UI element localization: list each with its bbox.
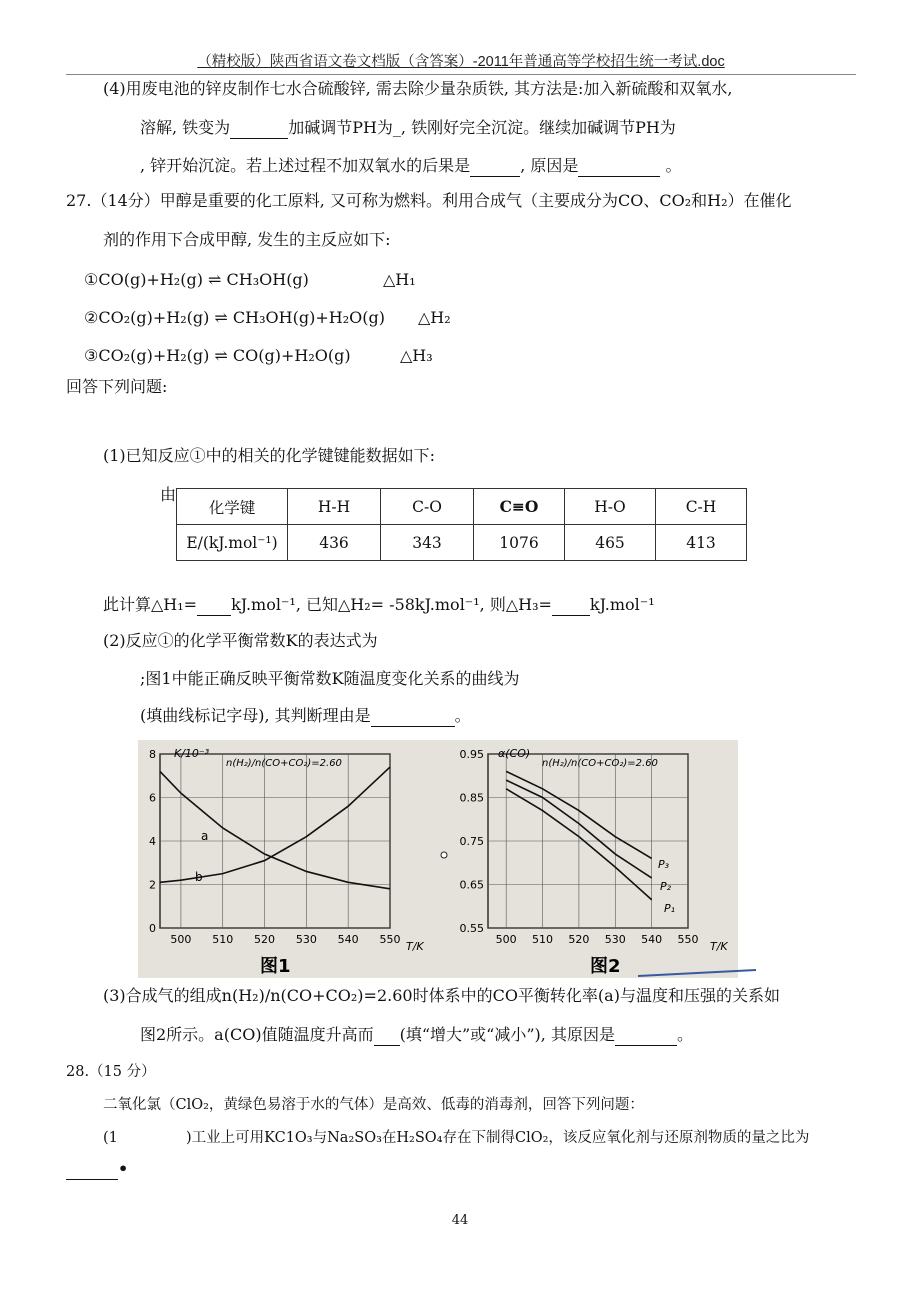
y-tick-label: 0.55 [459, 922, 484, 935]
q28-intro: 二氧化氯（ClO₂，黄绿色易溶于水的气体）是高效、低毒的消毒剂，回答下列问题： [103, 1097, 644, 1113]
q26-4-line2a: 溶解, 铁变为 [140, 118, 231, 137]
q27-1-you: 由 [160, 485, 177, 504]
table-header-cell: C-H [656, 489, 747, 525]
table-cell: 343 [381, 525, 474, 561]
q27-3-line2c: 。 [676, 1025, 693, 1044]
page-number: 44 [451, 1213, 469, 1228]
q27-3-line1: (3)合成气的组成n(H₂)/n(CO+CO₂)=2.60时体系中的CO平衡转化率(a)与温度和压强的关系如 [103, 986, 780, 1005]
table-header-cell: H-H [288, 489, 381, 525]
series-label-p3: P₃ [658, 858, 670, 871]
series-label-b: b [195, 870, 203, 884]
q26-4-line3 [140, 155, 681, 177]
table-cell: 465 [565, 525, 656, 561]
y-tick-label: 0.65 [459, 878, 484, 892]
reaction-2-dh: △H₂ [418, 308, 451, 327]
table-cell: 436 [288, 525, 381, 561]
answer-blank [371, 708, 455, 727]
x-tick-label: 540 [641, 933, 663, 946]
y-tick-label: 4 [149, 835, 156, 848]
answer-blank [66, 1161, 118, 1180]
figure-2-chart [438, 740, 738, 978]
answer-blank [552, 597, 590, 616]
table-header-cell: H-O [565, 489, 656, 525]
q27-2-line3 [140, 705, 471, 727]
reaction-1-dh: △H₁ [383, 270, 416, 289]
q27-3-line2b: (填“增大”或“减小”), 其原因是 [399, 1025, 615, 1044]
y-tick-label: 0 [149, 922, 156, 935]
x-tick-label: 530 [604, 933, 626, 946]
q27-1-calc-b: kJ.mol⁻¹, 已知△H₂= -58kJ.mol⁻¹, 则△H₃= [231, 595, 552, 614]
x-tick-label: 520 [568, 933, 590, 946]
table-header-cell: C-O [381, 489, 474, 525]
table-header-cell: C≡O [474, 489, 565, 525]
x-tick-label: 550 [379, 933, 401, 946]
q27-2-line2: ;图1中能正确反映平衡常数K随温度变化关系的曲线为 [140, 669, 520, 688]
answer-blank [615, 1027, 677, 1046]
bottom-right-stroke [638, 968, 758, 978]
x-tick-label: 550 [677, 933, 699, 946]
series-label-p1: P₁ [664, 902, 676, 915]
y-tick-label: 8 [149, 748, 156, 761]
x-tick-label: 510 [532, 933, 554, 946]
y-tick-label: 0.95 [459, 748, 484, 761]
reaction-3-dh: △H₃ [400, 346, 433, 365]
q28-1-end: • [118, 1159, 129, 1178]
answer-blank [470, 158, 520, 177]
q28-1-blank-line [66, 1158, 128, 1180]
table-header-cell: 化学键 [177, 489, 288, 525]
header-divider [66, 74, 856, 75]
y-tick-label: 0.85 [459, 791, 484, 805]
figure-1-annotation: n(H₂)/n(CO+CO₂)=2.60 [226, 758, 342, 769]
figure-2-annotation: n(H₂)/n(CO+CO₂)=2.60 [542, 758, 658, 769]
table-row-label: E/(kJ.mol⁻¹) [177, 525, 288, 561]
q26-4-line3c: 。 [665, 156, 682, 175]
figure-panel [138, 740, 738, 978]
y-tick-label: 6 [149, 791, 156, 805]
answer-blank [578, 158, 660, 177]
q28-1-prefix: (1 [103, 1130, 118, 1146]
q27-2-line3a: (填曲线标记字母), 其判断理由是 [140, 706, 371, 725]
q27-intro-line1: 27.（14分）甲醇是重要的化工原料, 又可称为燃料。利用合成气（主要成分为CO、CO₂和H₂）在催化 [66, 191, 792, 210]
q27-1-intro: (1)已知反应①中的相关的化学键键能数据如下: [103, 446, 436, 465]
figure-2-title: 图2 [590, 956, 621, 977]
reaction-3 [84, 346, 351, 365]
figure-1-chart [138, 740, 438, 978]
bond-energy-table [176, 488, 747, 561]
series-line-b [160, 767, 390, 882]
figure-1-xlabel: T/K [406, 940, 424, 953]
q27-3-line2a: 图2所示。a(CO)值随温度升高而 [140, 1025, 374, 1044]
stray-circle-mark [441, 852, 447, 858]
answer-blank [374, 1027, 400, 1046]
q26-4-line1: (4)用废电池的锌皮制作七水合硫酸锌, 需去除少量杂质铁, 其方法是:加入新硫酸和双氧水, [103, 79, 733, 98]
q27-2-line1: (2)反应①的化学平衡常数K的表达式为 [103, 631, 378, 650]
q26-4-line3b: , 原因是 [520, 156, 579, 175]
answer-prompt: 回答下列问题: [66, 377, 168, 396]
x-tick-label: 520 [254, 933, 276, 946]
q28-title: 28.（15 分） [66, 1064, 156, 1080]
table-row [177, 489, 747, 525]
q27-3-line2 [140, 1024, 693, 1046]
x-tick-label: 530 [295, 933, 317, 946]
x-tick-label: 540 [337, 933, 359, 946]
x-tick-label: 500 [495, 933, 517, 946]
series-label-a: a [201, 829, 209, 843]
reaction-3-eq: ③CO₂(g)+H₂(g) ⇌ CO(g)+H₂O(g) [84, 346, 351, 365]
answer-blank [230, 120, 288, 139]
q27-1-calc [103, 594, 655, 616]
reaction-1 [84, 270, 309, 289]
q28-1-text: )工业上可用KC1O₃与Na₂SO₃在H₂SO₄存在下制得ClO₂，该反应氧化剂与还原剂物质的量之比为 [186, 1130, 810, 1146]
figure-1-title: 图1 [260, 956, 291, 977]
table-cell: 413 [656, 525, 747, 561]
header-title[interactable]: （精校版）陕西省语文卷文档版（含答案）-2011年普通高等学校招生统一考试.doc [197, 54, 725, 70]
answer-blank [197, 597, 231, 616]
q27-2-line3b: 。 [454, 706, 471, 725]
q26-4-line2 [140, 117, 676, 139]
reaction-2-eq: ②CO₂(g)+H₂(g) ⇌ CH₃OH(g)+H₂O(g) [84, 308, 385, 327]
table-cell: 1076 [474, 525, 565, 561]
reaction-2 [84, 308, 385, 327]
table-row [177, 525, 747, 561]
x-tick-label: 500 [170, 933, 192, 946]
q26-4-line2b: 加碱调节PH为_, 铁刚好完全沉淀。继续加碱调节PH为 [288, 118, 676, 137]
q27-1-calc-c: kJ.mol⁻¹ [589, 595, 655, 614]
q27-intro-line2: 剂的作用下合成甲醇, 发生的主反应如下: [103, 230, 391, 249]
x-tick-label: 510 [212, 933, 234, 946]
y-tick-label: 2 [149, 878, 156, 892]
y-tick-label: 0.75 [459, 835, 484, 848]
q27-1-calc-a: 此计算△H₁= [103, 595, 198, 614]
figure-2-ylabel: α(CO) [498, 747, 531, 760]
figure-2-xlabel: T/K [710, 940, 728, 953]
document-header [66, 50, 856, 71]
figure-1-ylabel: K/10⁻³ [174, 747, 210, 760]
reaction-1-eq: ①CO(g)+H₂(g) ⇌ CH₃OH(g) [84, 270, 309, 289]
q26-4-line3a: , 锌开始沉淀。若上述过程不加双氧水的后果是 [140, 156, 471, 175]
series-label-p2: P₂ [660, 880, 672, 893]
